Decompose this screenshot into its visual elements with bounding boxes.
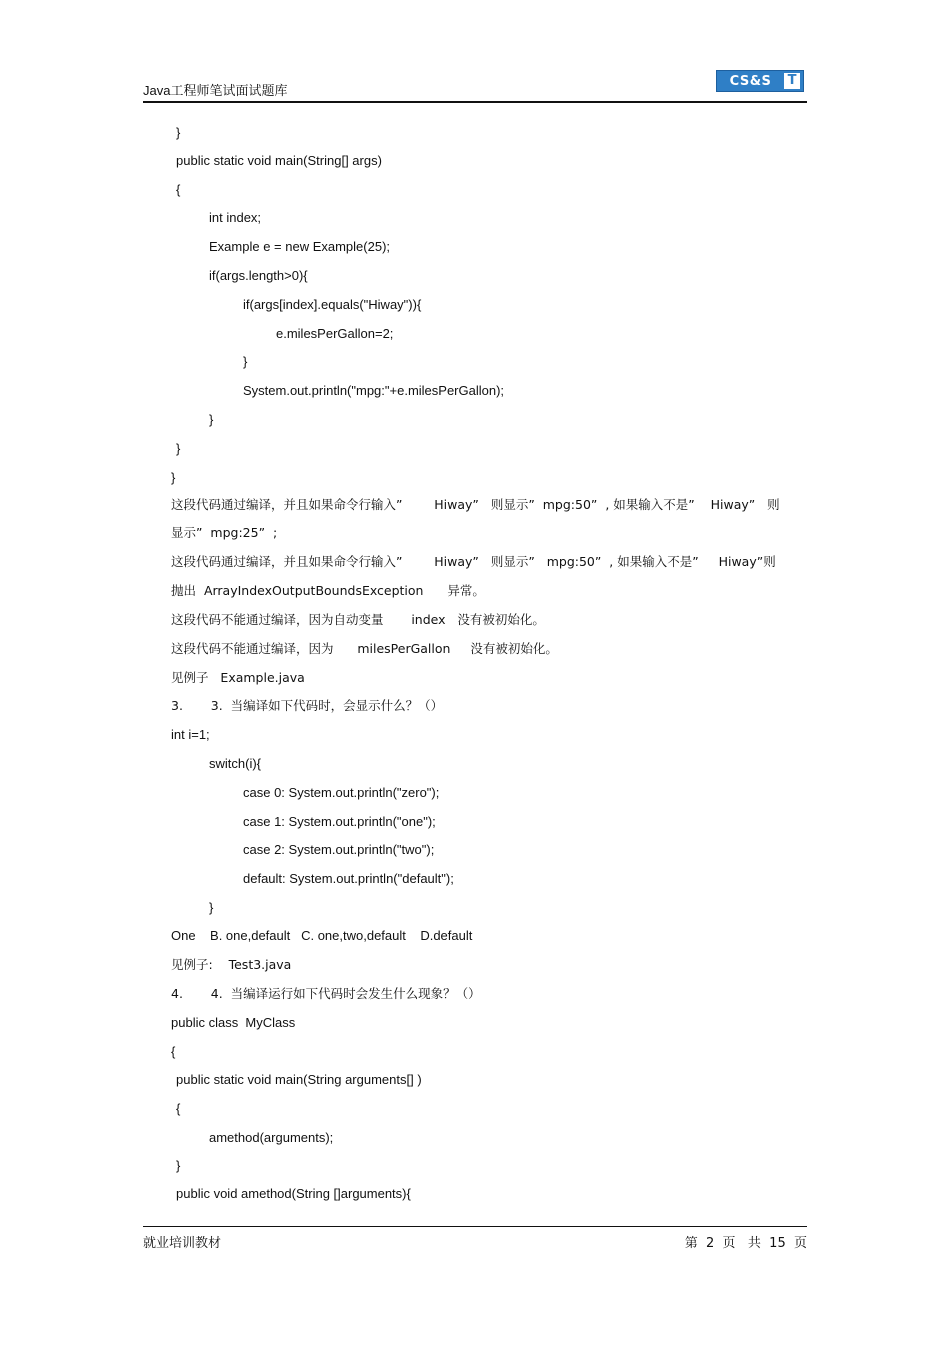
code-line: default: System.out.println("default");: [243, 871, 454, 886]
page-number: 第 2 页 共 15 页: [684, 1236, 807, 1251]
example-ref: 见例子: Test3.java: [171, 957, 292, 972]
question-title: 4. 4. 当编译运行如下代码时会发生什么现象？（）: [171, 986, 481, 1001]
code-line: {: [176, 182, 181, 197]
logo-text: CS&S: [729, 73, 772, 89]
code-line: switch(i){: [209, 756, 262, 771]
option-text: 这段代码通过编译，并且如果命令行输入” Hiway” 则显示” mpg:50” , 如果输入不是” Hiway” 则: [171, 497, 780, 512]
code-line: case 1: System.out.println("one");: [243, 814, 436, 829]
example-ref: 见例子 Example.java: [171, 670, 305, 685]
css-logo: [716, 70, 804, 92]
code-line: }: [243, 354, 248, 369]
logo-box: T: [784, 73, 800, 89]
code-line: public class MyClass: [171, 1015, 296, 1030]
footer-rule: [143, 1226, 807, 1227]
option-text: 显示” mpg:25” ;: [171, 525, 278, 540]
code-line: Example e = new Example(25);: [209, 239, 391, 254]
option-text: 这段代码不能通过编译，因为 milesPerGallon 没有被初始化。: [171, 641, 558, 656]
footer-left: 就业培训教材: [143, 1236, 222, 1251]
code-line: if(args.length>0){: [209, 268, 308, 283]
code-line: {: [176, 1101, 181, 1116]
code-line: }: [176, 125, 181, 140]
header-rule: [143, 101, 807, 103]
code-line: }: [176, 1158, 181, 1173]
code-line: e.milesPerGallon=2;: [276, 326, 394, 341]
code-line: }: [209, 900, 214, 915]
code-line: }: [209, 412, 214, 427]
code-line: case 2: System.out.println("two");: [243, 842, 435, 857]
code-line: if(args[index].equals("Hiway")){: [243, 297, 422, 312]
answer-options: One B. one,default C. one,two,default D.default: [171, 928, 473, 943]
code-line: {: [171, 1044, 176, 1059]
code-line: }: [171, 470, 176, 485]
code-line: case 0: System.out.println("zero");: [243, 785, 440, 800]
code-line: public static void main(String[] args): [176, 153, 382, 168]
code-line: }: [176, 441, 181, 456]
option-text: 这段代码通过编译，并且如果命令行输入” Hiway” 则显示” mpg:50” , 如果输入不是” Hiway”则: [171, 554, 776, 569]
code-line: amethod(arguments);: [209, 1130, 334, 1145]
code-line: public static void main(String arguments[] ): [176, 1072, 422, 1087]
option-text: 抛出 ArrayIndexOutputBoundsException 异常。: [171, 583, 485, 598]
option-text: 这段代码不能通过编译，因为自动变量 index 没有被初始化。: [171, 612, 545, 627]
header-title: Java工程师笔试面试题库: [143, 83, 288, 98]
code-line: public void amethod(String []arguments){: [176, 1186, 411, 1201]
code-line: System.out.println("mpg:"+e.milesPerGallon);: [243, 383, 505, 398]
question-title: 3. 3. 当编译如下代码时，会显示什么？（）: [171, 698, 444, 713]
code-line: int index;: [209, 210, 262, 225]
code-line: int i=1;: [171, 727, 210, 742]
